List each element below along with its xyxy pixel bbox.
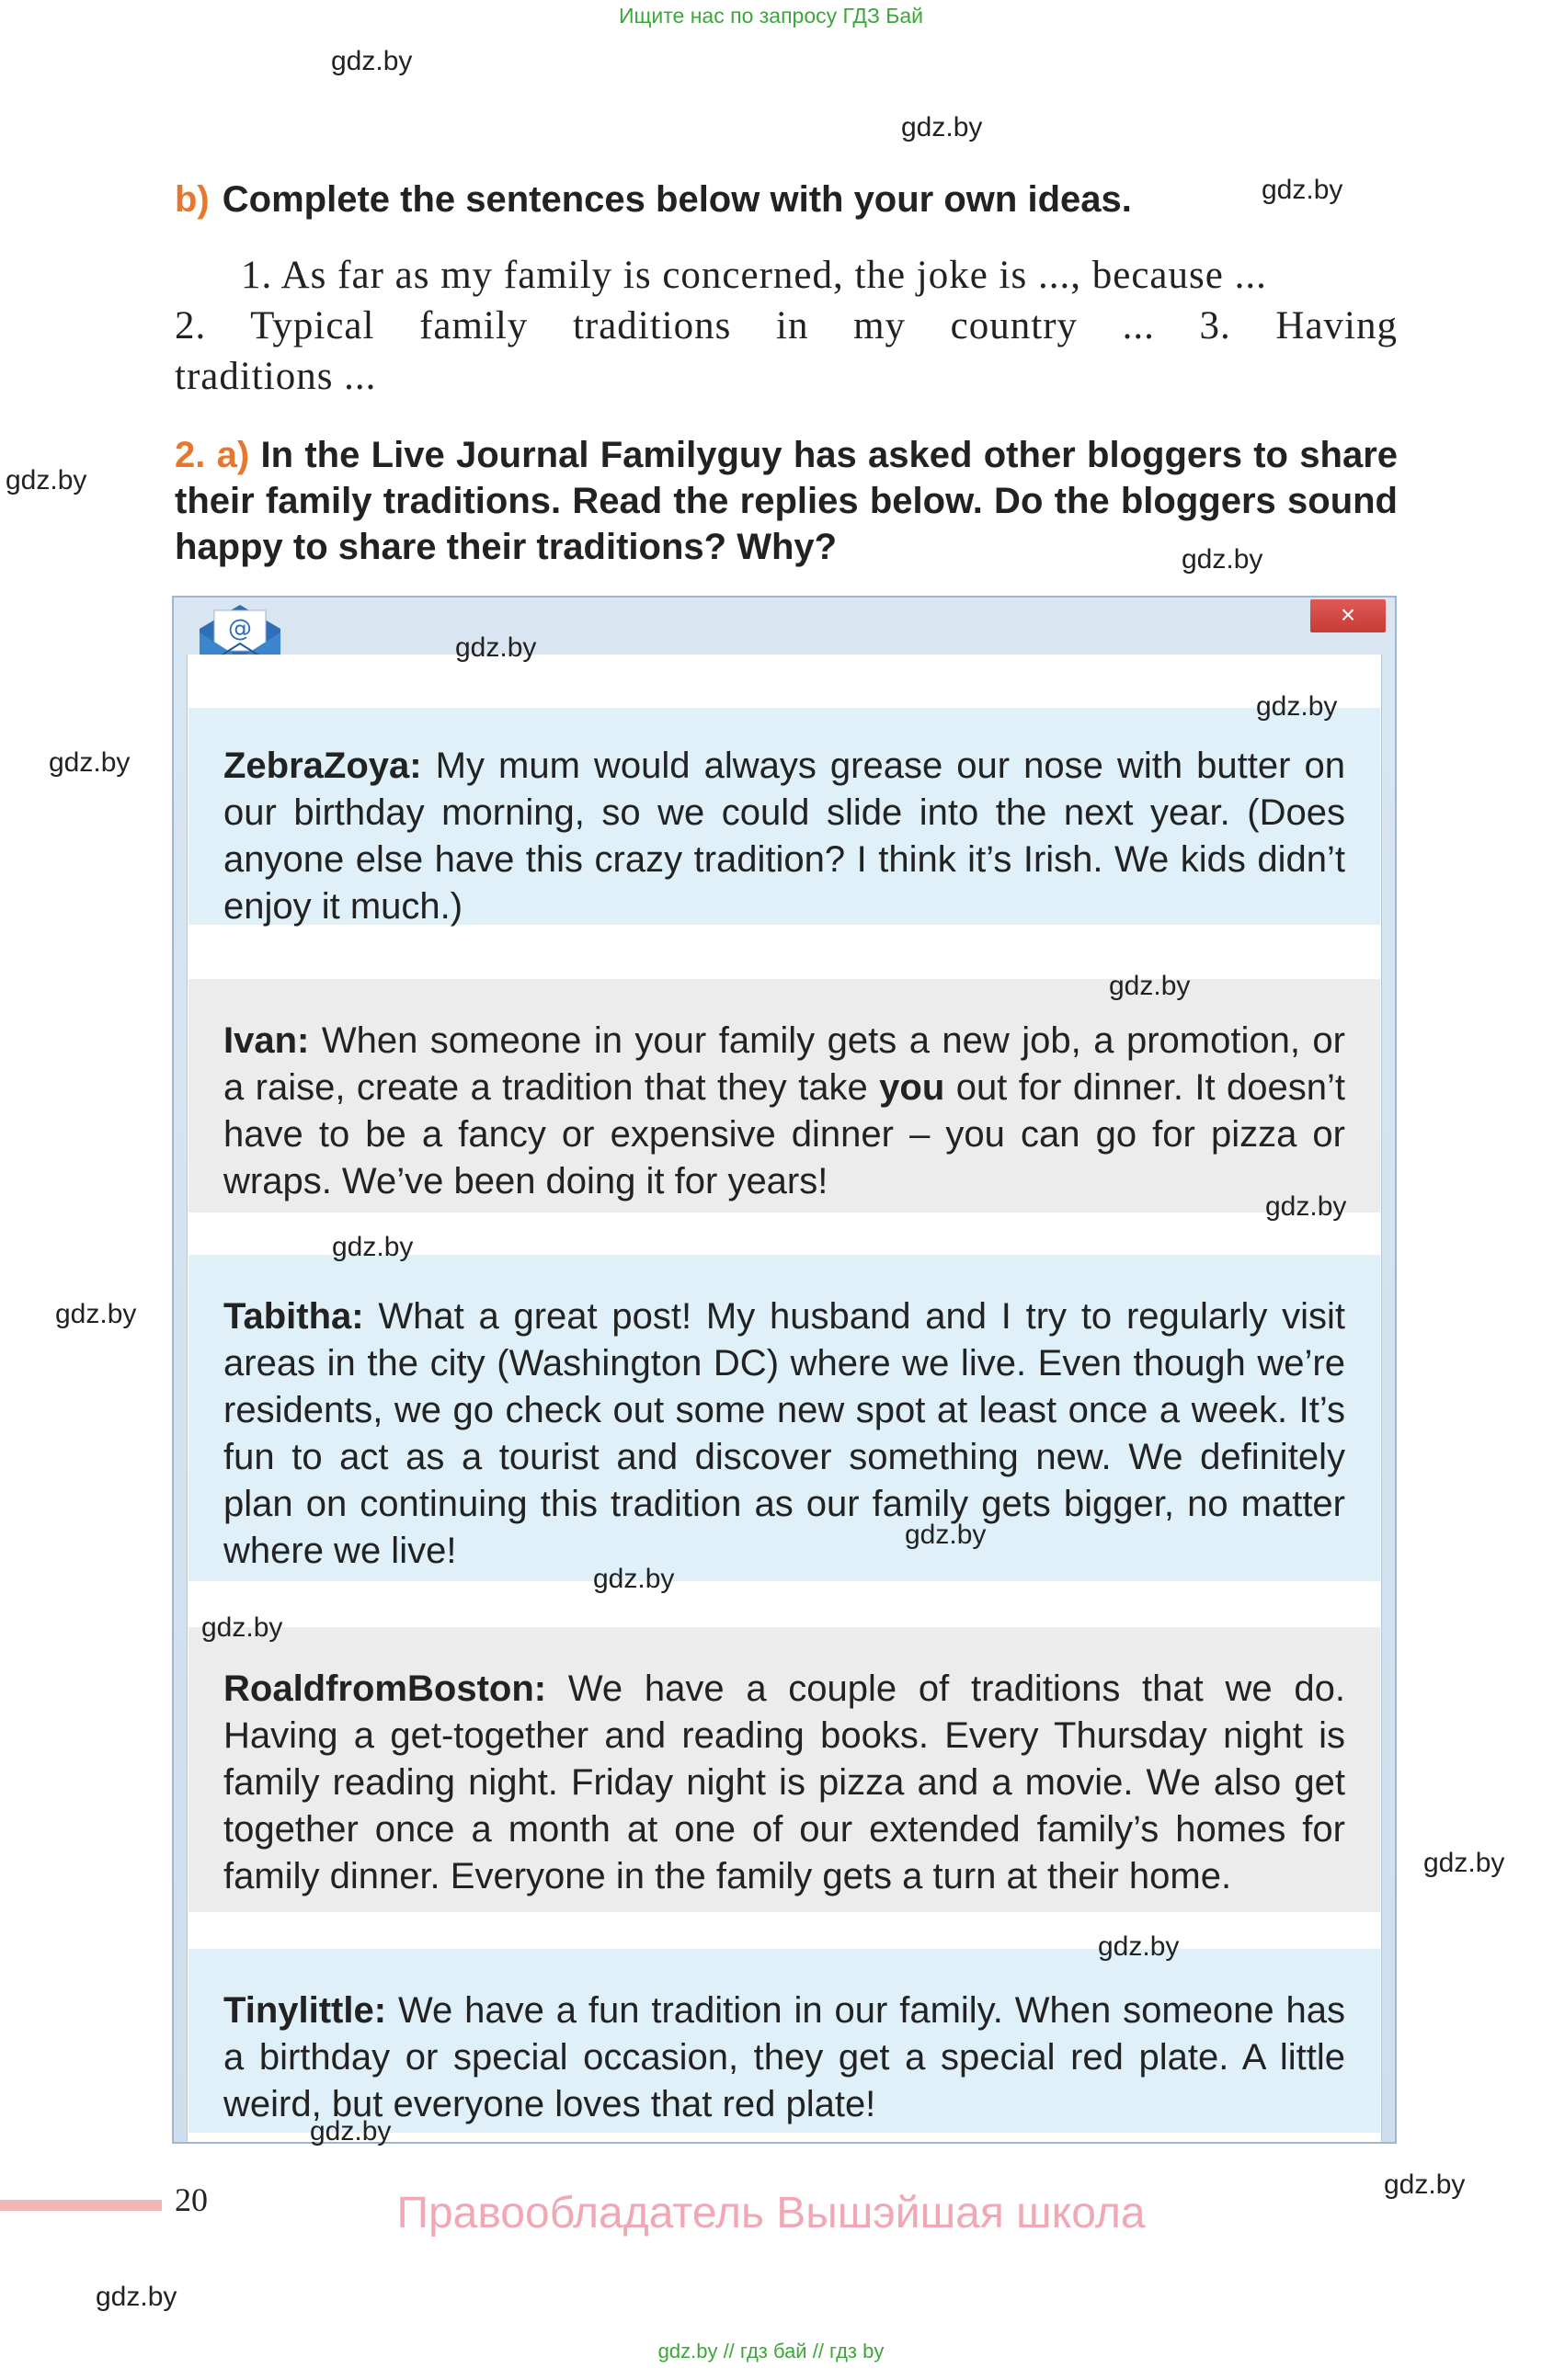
post-author: Ivan: [223, 1020, 310, 1061]
task-2a-heading [175, 432, 1398, 570]
sentence-line-3: traditions ... [175, 355, 377, 398]
post-tinylittle [188, 1949, 1380, 2133]
bottom-links[interactable]: gdz.by // гдз бай // гдз by [657, 2340, 885, 2363]
post-text: We have a couple of traditions that we do. Having a get-together and reading books. Every Thursday night is family reading night. Friday night is pizza and a movie. We also get together once a month at one of our extended family’s homes for family dinner. Everyone in the family gets a turn at their home. [223, 1668, 1345, 1896]
post-author: RoaldfromBoston: [223, 1668, 547, 1709]
task-b-label: b) [175, 179, 210, 220]
watermark: gdz.by [1384, 2169, 1466, 2200]
watermark: gdz.by [1256, 691, 1338, 722]
watermark: gdz.by [331, 46, 413, 76]
post-text: What a great post! My husband and I try to regularly visit areas in the city (Washington DC) where we live. Even though we’re residents, we go check out some new spot at least once a week. It’s fun to act as a tourist and discover something new. We definitely plan on continuing this tradition as our family gets bigger, no matter where we live! [223, 1296, 1345, 1571]
watermark: gdz.by [1423, 1848, 1505, 1878]
watermark: gdz.by [593, 1564, 675, 1594]
post-emphasis: you [879, 1067, 945, 1108]
task-b-sentences [175, 250, 1398, 402]
rights-notice: Правообладатель Вышэйшая школа [396, 2189, 1146, 2238]
task-2a-text: In the Live Journal Familyguy has asked other bloggers to share their family traditions. Read the replies below. Do the bloggers sound happy to share their traditions? Why? [175, 435, 1399, 567]
close-button[interactable]: × [1310, 599, 1386, 632]
sentence-line-1: 1. As far as my family is concerned, the joke is ..., because ... [241, 254, 1267, 297]
task-2a-label: a) [216, 435, 250, 475]
watermark: gdz.by [49, 747, 131, 778]
top-search-note: Ищите нас по запросу ГДЗ Бай [618, 4, 924, 28]
watermark: gdz.by [55, 1299, 137, 1329]
watermark: gdz.by [1262, 175, 1343, 205]
watermark: gdz.by [332, 1232, 414, 1262]
post-zebrazoya [188, 708, 1380, 925]
watermark: gdz.by [1109, 971, 1191, 1001]
watermark: gdz.by [96, 2282, 177, 2312]
watermark: gdz.by [201, 1612, 283, 1643]
watermark: gdz.by [1098, 1931, 1180, 1962]
watermark: gdz.by [1182, 544, 1263, 575]
watermark: gdz.by [455, 632, 537, 663]
post-text: When someone in your family gets a new job, a promotion, or a raise, create a tradition that they take [223, 1020, 1345, 1108]
svg-text:@: @ [228, 615, 252, 643]
post-tabitha [188, 1255, 1380, 1581]
post-author: Tinylittle: [223, 1990, 387, 2031]
watermark: gdz.by [901, 112, 983, 142]
watermark: gdz.by [310, 2116, 392, 2147]
post-ivan [188, 979, 1380, 1213]
task-b-heading [175, 179, 1132, 221]
task-2-number: 2. [175, 435, 206, 475]
post-text: We have a fun tradition in our family. When someone has a birthday or special occasion, they get a special red plate. A little weird, but everyone loves that red plate! [223, 1990, 1345, 2124]
watermark: gdz.by [905, 1520, 987, 1550]
post-roaldfromboston [188, 1627, 1380, 1912]
sentence-line-2: 2. Typical family traditions in my country ... 3. Having [175, 304, 1398, 347]
post-text: My mum would always grease our nose with butter on our birthday morning, so we could slide into the next year. (Does anyone else have this crazy tradition? I think it’s Irish. We kids didn’t enjoy it much.) [223, 746, 1345, 927]
page-number: 20 [175, 2181, 208, 2218]
post-author: Tabitha: [223, 1296, 364, 1337]
post-author: ZebraZoya: [223, 746, 422, 786]
post-text: out for dinner. It doesn’t have to be a fancy or expensive dinner – you can go for pizza or wraps. We’ve been doing it for years! [223, 1067, 1345, 1201]
watermark: gdz.by [1265, 1191, 1347, 1222]
watermark: gdz.by [6, 465, 87, 495]
blog-window [172, 596, 1397, 2147]
task-b-text: Complete the sentences below with your own ideas. [222, 179, 1132, 220]
